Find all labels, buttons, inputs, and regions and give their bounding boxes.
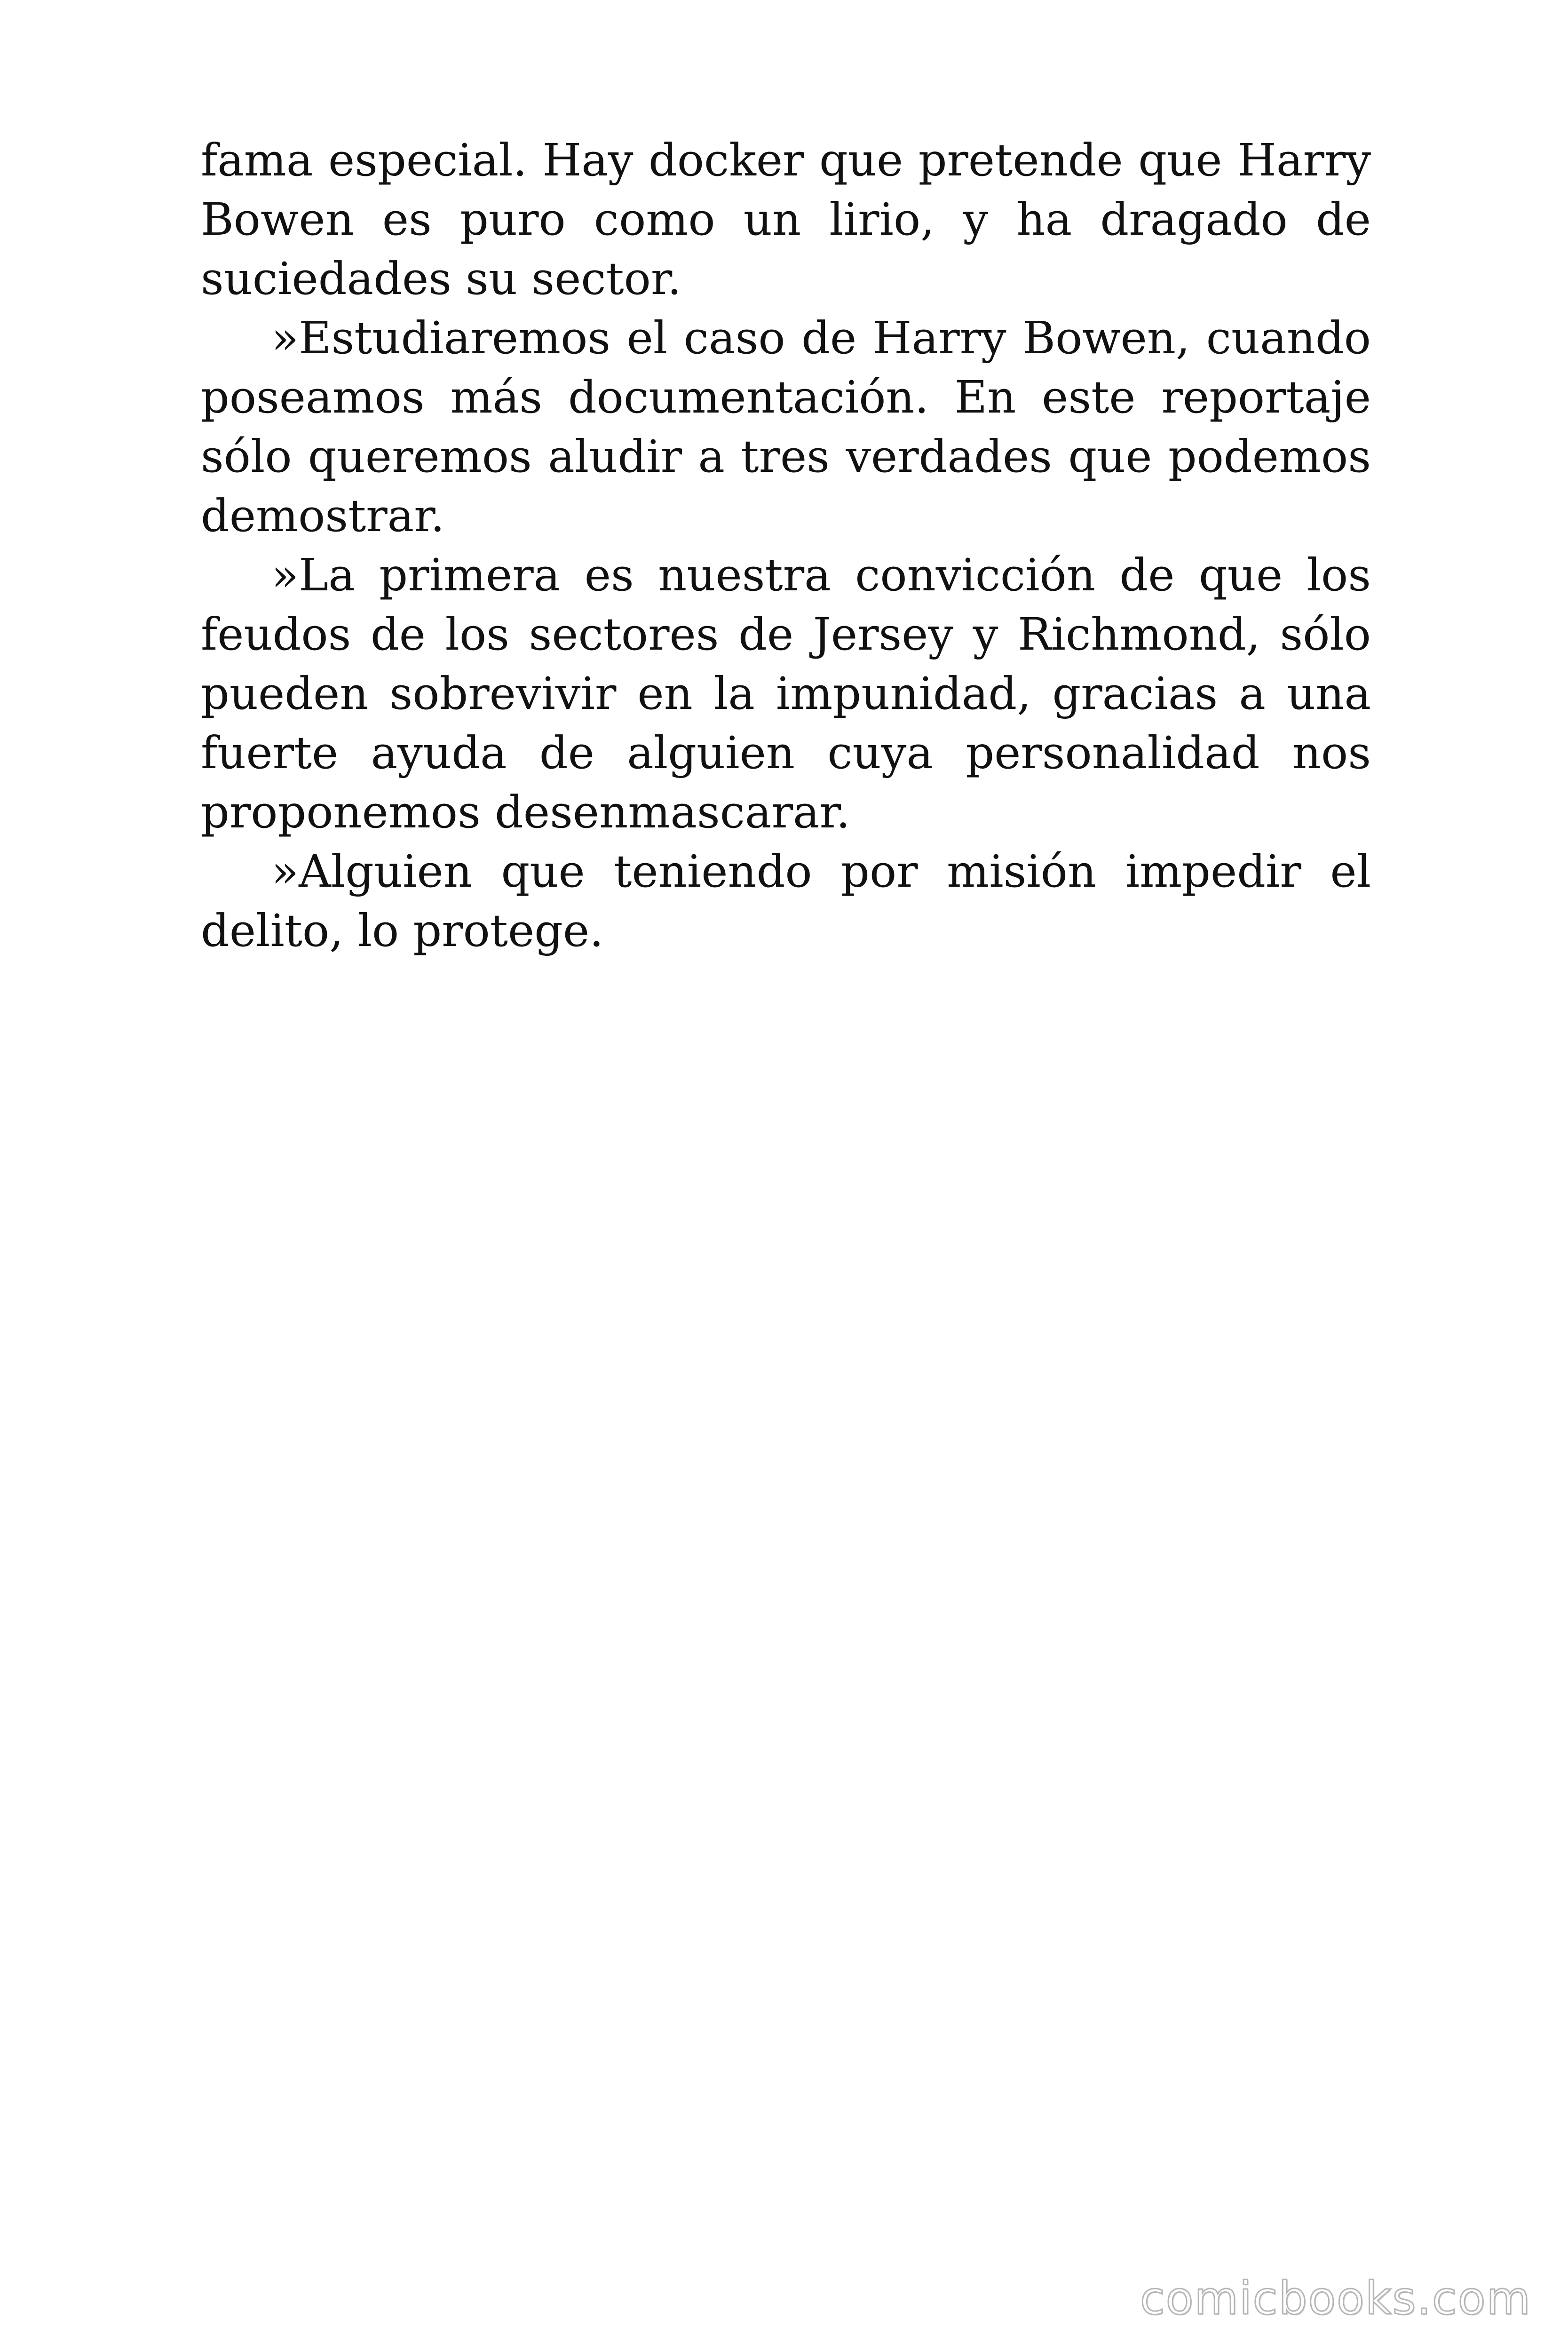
paragraph-alguien: »Alguien que teniendo por misión impedir el delito, lo protege. <box>201 846 1371 957</box>
body-text <box>201 131 1371 961</box>
watermark: comicbooks.com <box>1140 2272 1531 2325</box>
paragraph-estudiaremos: »Estudiaremos el caso de Harry Bowen, cuando poseamos más documentación. En este reportaje sólo queremos aludir a tres verdades que podemos demostrar. <box>201 312 1371 542</box>
paragraph-la-primera: »La primera es nuestra convicción de que los feudos de los sectores de Jersey y Richmond, sólo pueden sobrevivir en la impunidad, gracias a una fuerte ayuda de alguien cuya personalidad nos proponemos desenmascarar. <box>201 549 1371 838</box>
paragraph-continuation: fama especial. Hay docker que pretende que Harry Bowen es puro como un lirio, y ha dragado de suciedades su sector. <box>201 135 1371 305</box>
